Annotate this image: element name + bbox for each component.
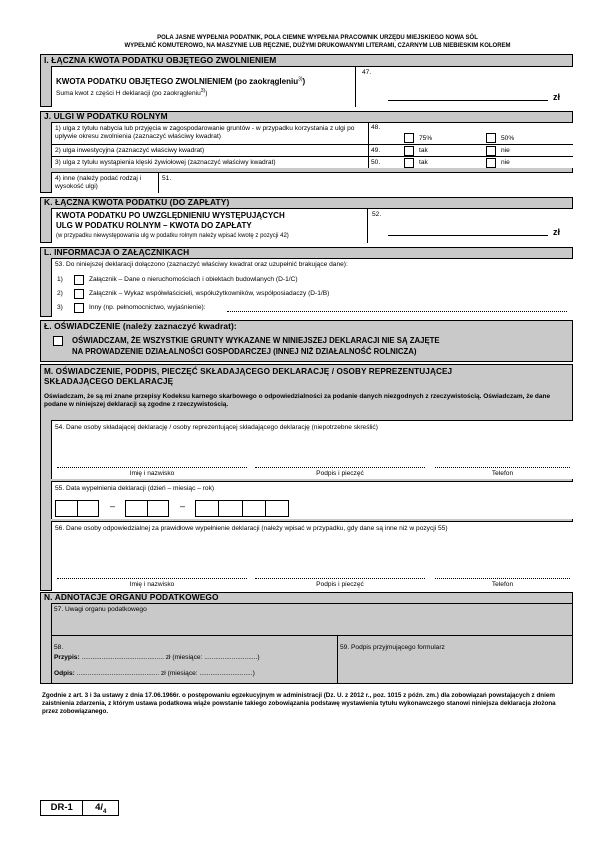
field-50-num: 50.: [371, 159, 381, 166]
checkbox-50-tak[interactable]: [404, 158, 414, 168]
field-47-unit: zł: [553, 92, 561, 102]
attachment-1-checkbox[interactable]: [74, 275, 84, 285]
field-50: [368, 156, 573, 168]
field-54-label: 54. Dane osoby składającej deklarację / osoby reprezentującej składającego deklarację (niepotrzebne skreślić): [55, 424, 378, 431]
field-54-name-input[interactable]: [57, 467, 247, 468]
section-n-title: N. ADNOTACJE ORGANU PODATKOWEGO: [44, 592, 219, 602]
section-j-title: J. ULGI W PODATKU ROLNYM: [44, 111, 168, 121]
checkbox-49-nie-label: nie: [501, 147, 510, 154]
checkbox-50-label: 50%: [501, 135, 515, 142]
checkbox-50[interactable]: [486, 133, 496, 143]
checkbox-75-label: 75%: [419, 135, 433, 142]
section-m-title-2: SKŁADAJĄCEGO DEKLARACJĘ: [44, 377, 174, 386]
field-56-name-label: Imię i nazwisko: [129, 581, 175, 588]
section-i-title: I. ŁĄCZNA KWOTA PODATKU OBJĘTEGO ZWOLNIENIEM: [44, 55, 277, 65]
odpis-line: Odpis: ............................................. zł (miesiące: .............................): [54, 670, 255, 677]
attachment-2-checkbox[interactable]: [74, 289, 84, 299]
ulga-row-3: [51, 156, 368, 168]
field-57-label: 57. Uwagi organu podatkowego: [54, 606, 147, 613]
date-month[interactable]: [125, 500, 169, 517]
oswiadczenie-line-1: OŚWIADCZAM, ŻE WSZYSTKIE GRUNTY WYKAZANE W NINIEJSZEJ DEKLARACJI NIE SĄ ZAJĘTE: [72, 336, 440, 345]
section-m-declaration: Oświadczam, że są mi znane przepisy Kodeksu karnego skarbowego o odpowiedzialności za podanie danych niezgodnych z rzeczywistością. Oświadczam, że dane podane w niniejszej deklaracji są zgodne z rzeczywistością.: [44, 393, 551, 409]
field-51-num: 51.: [162, 175, 172, 182]
field-58: [51, 636, 338, 684]
field-55: [51, 481, 573, 519]
field-48: [368, 122, 573, 144]
field-56-signature-input[interactable]: [255, 578, 425, 579]
field-59: [338, 636, 573, 684]
date-dash-1: –: [110, 501, 116, 511]
field-47[interactable]: [355, 66, 573, 107]
field-53: [51, 258, 573, 317]
section-l: [40, 247, 573, 317]
header-line-1: POLA JASNE WYPEŁNIA PODATNIK, POLA CIEMNE WYPEŁNIA PRACOWNIK URZĘDU MIEJSKIEGO NOWA SÓL: [157, 35, 478, 41]
field-54-signature-input[interactable]: [255, 467, 425, 468]
oswiadczenie-line-2: NA PROWADZENIE DZIAŁALNOŚCI GOSPODARCZEJ (INNEJ NIŻ DZIAŁALNOŚĆ ROLNICZA): [72, 347, 417, 356]
przypis-line: Przypis: ............................................. zł (miesiące: .............................): [54, 654, 260, 661]
field-56-signature-label: Podpis i pieczęć: [316, 581, 364, 588]
checkbox-50-nie-label: nie: [501, 159, 510, 166]
field-55-label: 55. Data wypełnienia deklaracji (dzień – miesiąc – rok): [55, 485, 215, 492]
attachment-2-label: Załącznik – Wykaz współwłaścicieli, współużytkowników, współposiadaczy (D-1/B): [89, 290, 330, 297]
ulga-row-1: [51, 122, 368, 144]
field-56-phone-label: Telefon: [491, 581, 514, 588]
field-59-label: 59. Podpis przyjmującego formularz: [340, 644, 445, 651]
ulga-row-2: [51, 144, 368, 156]
section-l2: [40, 320, 573, 362]
field-54-signature-label: Podpis i pieczęć: [316, 470, 364, 477]
field-52[interactable]: [367, 208, 573, 243]
section-l2-title: Ł. OŚWIADCZENIE (należy zaznaczyć kwadrat):: [44, 321, 237, 331]
checkbox-49-nie[interactable]: [486, 146, 496, 156]
section-i: [40, 54, 573, 107]
ulga-row-4: [51, 172, 158, 193]
section-n: [40, 592, 573, 684]
field-54-name-label: Imię i nazwisko: [129, 470, 175, 477]
section-i-label-cell: [51, 66, 355, 107]
date-year[interactable]: [195, 500, 289, 517]
section-k-sub: (w przypadku niewystępowania ulg w podatku rolnym należy wpisać kwotę z pozycji 42): [56, 233, 289, 239]
section-i-label: KWOTA PODATKU OBJĘTEGO ZWOLNIENIEM (po zaokrągleniu$^{3)}$): [56, 76, 306, 86]
form-code: DR-1: [41, 801, 83, 815]
section-l-title: L. INFORMACJA O ZAŁĄCZNIKACH: [44, 247, 190, 257]
section-k-title: K. ŁĄCZNA KWOTA PODATKU (DO ZAPŁATY): [44, 197, 230, 207]
date-day[interactable]: [55, 500, 99, 517]
field-56-name-input[interactable]: [57, 578, 247, 579]
ulga-row-3-text: 3) ulga z tytułu wystąpienia klęski żywiołowej (zaznaczyć właściwy kwadrat): [55, 159, 276, 166]
field-56: [51, 521, 573, 591]
section-k-label-2: ULG W PODATKU ROLNYM – KWOTA DO ZAPŁATY: [56, 221, 252, 230]
field-52-num: 52.: [372, 211, 382, 218]
checkbox-50-nie[interactable]: [486, 158, 496, 168]
field-57: [51, 603, 573, 636]
field-52-unit: zł: [553, 227, 561, 237]
section-m: [40, 364, 573, 591]
oswiadczenie-checkbox[interactable]: [53, 336, 63, 346]
field-53-intro: 53. Do niniejszej deklaracji dołączono (zaznaczyć właściwy kwadrat oraz uzupełnić brakujące dane):: [55, 261, 348, 268]
field-56-phone-input[interactable]: [435, 578, 570, 579]
field-49-num: 49.: [371, 147, 381, 154]
attachment-3-label: Inny (np. pełnomocnictwo, wyjaśnienie):: [89, 304, 206, 311]
field-56-label: 56. Dane osoby odpowiedzialnej za prawidłowe wypełnienie deklaracji (należy wpisać w przypadku, gdy dane są inne niż w pozycji 55): [55, 525, 448, 532]
field-51[interactable]: [158, 172, 573, 193]
field-49: [368, 144, 573, 156]
section-k: [40, 197, 573, 243]
section-k-label-1: KWOTA PODATKU PO UWZGLĘDNIENIU WYSTĘPUJĄCYCH: [56, 211, 285, 220]
checkbox-49-tak-label: tak: [419, 147, 428, 154]
section-i-sub: Suma kwot z części H deklaracji (po zaokrągleniu$^{3)}$): [56, 88, 208, 98]
attachment-1-label: Załącznik – Dane o nieruchomościach i obiektach budowlanych (D-1/C): [89, 276, 298, 283]
ulga-row-2-text: 2) ulga inwestycyjna (zaznaczyć właściwy kwadrat): [55, 147, 205, 154]
attachment-1-num: 1): [57, 276, 63, 283]
header-line-2: WYPEŁNIĆ KOMUTEROWO, NA MASZYNIE LUB RĘCZNIE, DUŻYMI DRUKOWANYMI LITERAMI, CZARNYM LUB NIEBIESKIM KOLOREM: [124, 43, 511, 49]
section-m-title-1: M. OŚWIADCZENIE, PODPIS, PIECZĘĆ SKŁADAJĄCEGO DEKLARACJĘ / OSOBY REPREZENTUJĄCEJ: [44, 367, 453, 376]
field-54-phone-input[interactable]: [435, 467, 570, 468]
page-number: $4/_4$: [95, 802, 107, 815]
field-47-num: 47.: [362, 69, 372, 76]
attachment-2-num: 2): [57, 290, 63, 297]
attachment-3-checkbox[interactable]: [74, 303, 84, 313]
attachment-3-num: 3): [57, 304, 63, 311]
field-58-label: 58.: [54, 644, 64, 651]
checkbox-50-tak-label: tak: [419, 159, 428, 166]
section-k-label-cell: [51, 208, 367, 243]
field-54-phone-label: Telefon: [491, 470, 514, 477]
checkbox-49-tak[interactable]: [404, 146, 414, 156]
checkbox-75[interactable]: [404, 133, 414, 143]
field-54: [51, 420, 573, 479]
date-dash-2: –: [180, 501, 186, 511]
form-code-box: [40, 800, 119, 816]
attachment-3-input[interactable]: [227, 311, 567, 312]
ulga-row-4-text: 4) inne (należy podać rodzaj i wysokość ulgi): [55, 175, 142, 190]
footer-legal-note: Zgodnie z art. 3 i 3a ustawy z dnia 17.06.1966r. o postępowaniu egzekucyjnym w administracji (Dz. U. z 2012 r., poz. 1015 z późn. zm.) dla zobowiązań powstających z dniem zaistnienia zdarzenia, z którym ustawa podatkowa wiąże powstanie takiego zobowiązania podstawę wystawienia tytułu wykonawczego stanowi niniejsza deklaracja złożona przez zobowiązanego.: [42, 692, 556, 716]
field-48-num: 48.: [371, 124, 381, 131]
ulga-row-1-text: 1) ulga z tytułu nabycia lub przyjęcia w zagospodarowanie gruntów - w przypadku korzystania z ulgi po upływie okresu zwolnienia (zaznaczyć właściwy kwadrat): [55, 125, 355, 140]
section-j: [40, 111, 573, 193]
